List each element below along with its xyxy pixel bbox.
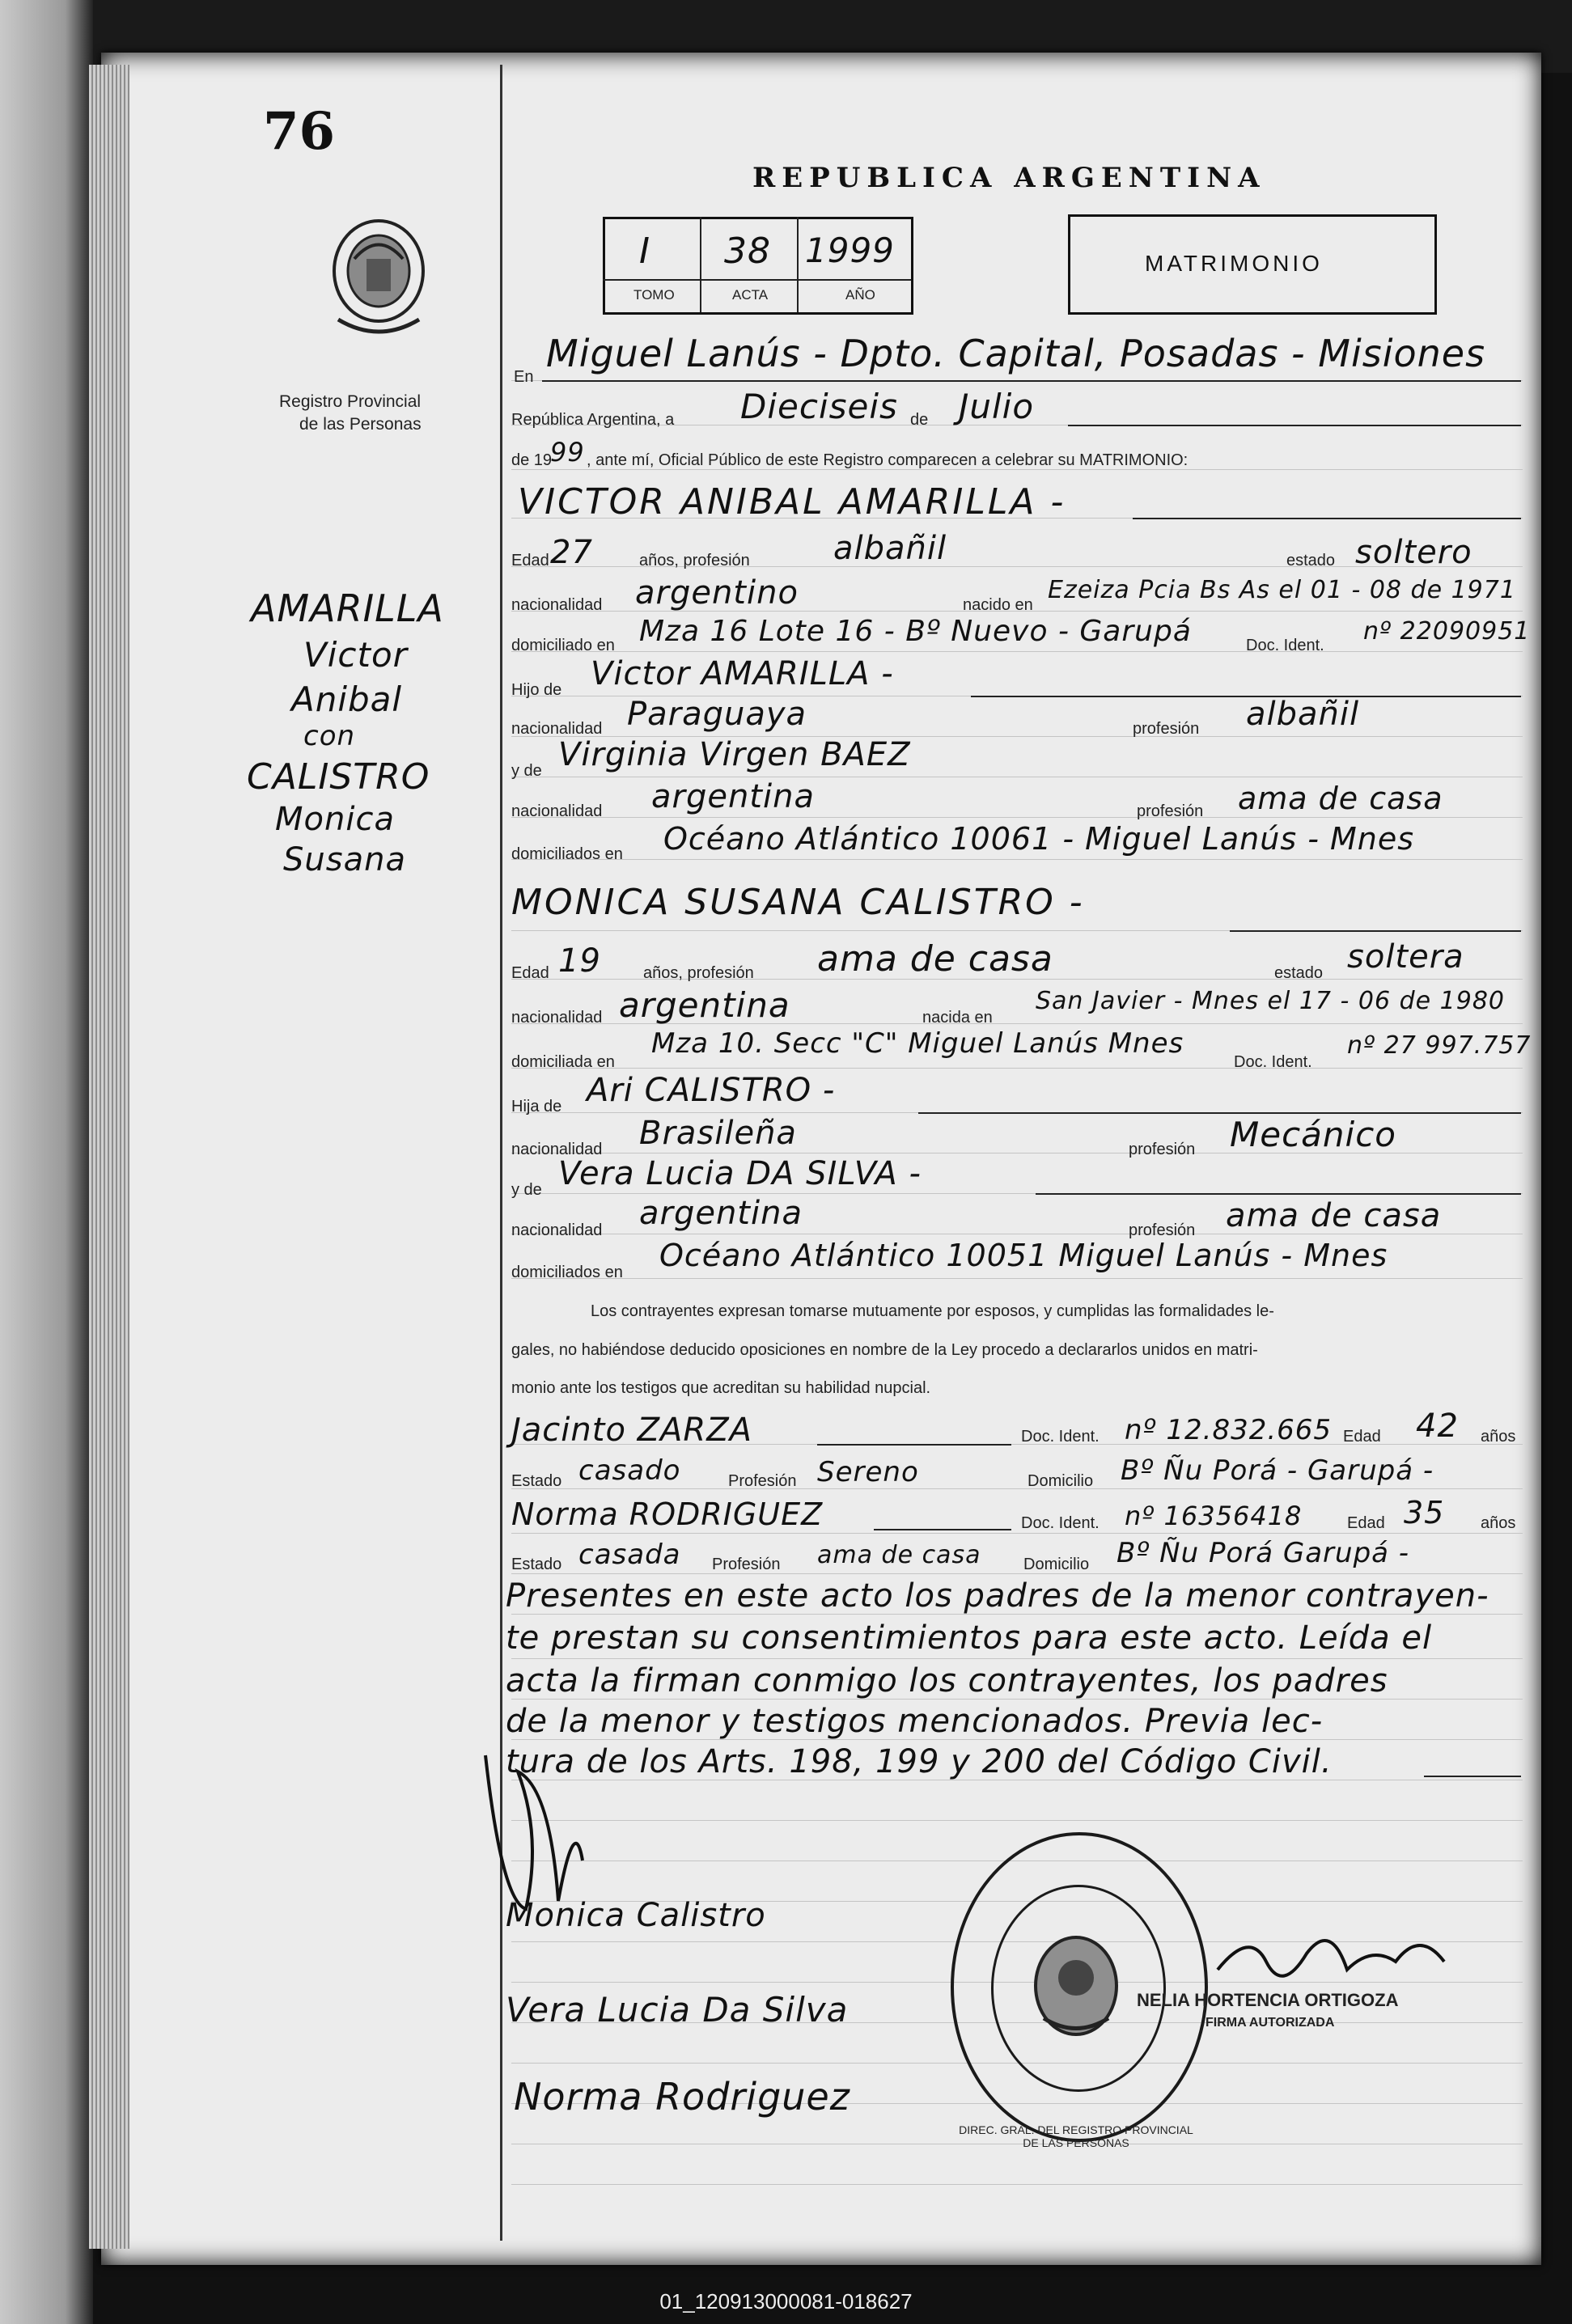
page-number: 76	[263, 101, 336, 162]
year-suffix: 99	[550, 437, 585, 468]
groom-birth: Ezeiza Pcia Bs As el 01 - 08 de 1971	[1048, 576, 1516, 604]
bride-father-profession: Mecánico	[1230, 1115, 1396, 1154]
previous-page-edge	[0, 0, 93, 2324]
bride-mother-nat-label: nacionalidad	[511, 1221, 603, 1239]
groom-mother: Virginia Virgen BAEZ	[558, 736, 911, 773]
fill-line	[817, 1444, 1011, 1446]
scan-identifier: 01_120913000081-018627	[659, 2289, 913, 2313]
margin-note-line: Monica	[275, 801, 395, 838]
witness1-domicilio-label: Domicilio	[1028, 1472, 1094, 1490]
box-divider	[797, 217, 799, 312]
month-value: Julio	[959, 387, 1035, 426]
ano-value: 1999	[805, 231, 895, 270]
margin-note-line: Victor	[303, 635, 408, 675]
margin-note-line: con	[303, 720, 356, 752]
bride-father: Ari CALISTRO -	[587, 1072, 836, 1109]
groom-estado-label: estado	[1286, 552, 1336, 569]
bride-address: Mza 10. Secc "C" Miguel Lanús Mnes	[651, 1027, 1184, 1060]
groom-mother-profession: ama de casa	[1238, 781, 1443, 816]
bride-parents-addr-label: domiciliados en	[511, 1264, 623, 1281]
groom-parents-addr-label: domiciliados en	[511, 845, 623, 863]
fill-line	[1424, 1776, 1521, 1777]
witness1-civil-status: casado	[578, 1454, 681, 1487]
bride-name: MONICA SUSANA CALISTRO -	[511, 882, 1085, 923]
closing-line: tura de los Arts. 198, 199 y 200 del Código Civil.	[506, 1743, 1333, 1780]
bride-father-nat-label: nacionalidad	[511, 1141, 603, 1158]
declaration-line3: monio ante los testigos que acreditan su habilidad nupcial.	[511, 1379, 931, 1397]
signature-monica: Monica Calistro	[506, 1897, 766, 1934]
witness2-age: 35	[1404, 1495, 1445, 1530]
groom-name: VICTOR ANIBAL AMARILLA -	[518, 481, 1066, 523]
fill-line	[1068, 425, 1521, 426]
bride-estado-label: estado	[1274, 964, 1324, 982]
coat-of-arms-icon	[322, 214, 435, 376]
witness1-doc: nº 12.832.665	[1125, 1414, 1333, 1446]
witness2-edad-label: Edad	[1347, 1514, 1385, 1532]
label-republica: República Argentina, a	[511, 411, 675, 429]
bride-profession: ama de casa	[817, 938, 1053, 980]
tomo-label: TOMO	[633, 287, 675, 303]
groom-father-profession: albañil	[1246, 696, 1360, 733]
groom-address: Mza 16 Lote 16 - Bº Nuevo - Garupá	[639, 615, 1192, 648]
groom-father-prof-label: profesión	[1133, 720, 1200, 738]
box-divider	[603, 279, 911, 281]
groom-mother-label: y de	[511, 762, 542, 780]
seal-text: DIREC. GRAL. DEL REGISTRO PROVINCIAL DE LAS PERSONAS	[959, 2123, 1193, 2149]
declaration-line2: gales, no habiéndose deducido oposiciones en nombre de la Ley procedo a declararlos unidos en matri-	[511, 1341, 1258, 1359]
bride-mother-nationality: argentina	[639, 1195, 803, 1232]
signature-vera: Vera Lucia Da Silva	[506, 1990, 849, 2030]
fill-line	[1230, 930, 1521, 932]
groom-nacido-label: nacido en	[963, 596, 1033, 614]
box-divider	[700, 217, 701, 312]
bride-edad-label: Edad	[511, 964, 549, 982]
bride-father-prof-label: profesión	[1129, 1141, 1196, 1158]
bride-father-nationality: Brasileña	[639, 1115, 797, 1152]
witness1-profession: Sereno	[817, 1456, 919, 1488]
witness1-name: Jacinto ZARZA	[511, 1412, 752, 1449]
label-en: En	[514, 368, 534, 386]
bride-father-label: Hija de	[511, 1098, 562, 1115]
bride-doc: nº 27 997.757	[1347, 1031, 1532, 1060]
witness2-profession: ama de casa	[817, 1541, 981, 1569]
record-type: MATRIMONIO	[1145, 251, 1323, 276]
groom-parents-address: Océano Atlántico 10061 - Miguel Lanús - Mnes	[663, 821, 1415, 857]
bride-birth: San Javier - Mnes el 17 - 06 de 1980	[1036, 987, 1505, 1015]
seal-emblem-icon	[1023, 1929, 1129, 2042]
margin-note-line: CALISTRO	[247, 756, 430, 798]
closing-line: acta la firman conmigo los contrayentes, los padres	[506, 1662, 1388, 1700]
groom-father: Victor AMARILLA -	[591, 655, 894, 692]
witness2-civil-status: casada	[578, 1539, 681, 1571]
fill-line	[1036, 1193, 1521, 1195]
witness1-age: 42	[1416, 1408, 1459, 1445]
bride-parents-address: Océano Atlántico 10051 Miguel Lanús - Mnes	[659, 1238, 1388, 1273]
bride-mother: Vera Lucia DA SILVA -	[558, 1155, 922, 1192]
fill-line	[918, 1112, 1521, 1114]
witness2-name: Norma RODRIGUEZ	[511, 1496, 824, 1532]
groom-father-nat-label: nacionalidad	[511, 720, 603, 738]
bride-age: 19	[558, 942, 601, 980]
witness2-anos-label: años	[1481, 1514, 1516, 1532]
witness1-address: Bº Ñu Porá - Garupá -	[1121, 1454, 1434, 1487]
margin-note-line: Susana	[283, 841, 406, 878]
declaration-line1: Los contrayentes expresan tomarse mutuamente por esposos, y cumplidas las formalidades le-	[591, 1302, 1274, 1320]
groom-mother-nationality: argentina	[651, 778, 815, 815]
groom-edad-label: Edad	[511, 552, 549, 569]
bride-nacida-label: nacida en	[922, 1009, 993, 1027]
margin-note-line: Anibal	[291, 679, 403, 719]
officer-role-stamp: FIRMA AUTORIZADA	[1205, 2016, 1335, 2030]
witness1-profesion-label: Profesión	[728, 1472, 797, 1490]
fill-line	[874, 1529, 1011, 1530]
bride-anos-profesion-label: años, profesión	[643, 964, 754, 982]
groom-profession: albañil	[833, 530, 947, 567]
ano-label: AÑO	[845, 287, 875, 303]
groom-anos-profesion-label: años, profesión	[639, 552, 750, 569]
groom-nacionalidad-label: nacionalidad	[511, 596, 603, 614]
place-value: Miguel Lanús - Dpto. Capital, Posadas - Misiones	[546, 332, 1486, 375]
witness2-profesion-label: Profesión	[712, 1556, 781, 1573]
groom-doc-label: Doc. Ident.	[1246, 637, 1324, 654]
witness2-domicilio-label: Domicilio	[1023, 1556, 1090, 1573]
groom-civil-status: soltero	[1355, 534, 1472, 571]
bride-nationality: argentina	[619, 985, 790, 1025]
witness2-doc-label: Doc. Ident.	[1021, 1514, 1100, 1532]
margin-note-line: AMARILLA	[251, 586, 444, 630]
margin-column	[129, 53, 500, 2265]
witness1-estado-label: Estado	[511, 1472, 562, 1490]
bride-mother-prof-label: profesión	[1129, 1221, 1196, 1239]
registry-label-line2: de las Personas	[299, 415, 422, 434]
signature-norma: Norma Rodriguez	[514, 2075, 850, 2119]
groom-age: 27	[550, 534, 593, 571]
intro-tail: , ante mí, Oficial Público de este Registro comparecen a celebrar su MATRIMONIO:	[587, 451, 1189, 469]
groom-doc: nº 22090951	[1363, 617, 1531, 646]
closing-line: de la menor y testigos mencionados. Previa lec-	[506, 1703, 1324, 1740]
groom-father-nationality: Paraguaya	[627, 696, 807, 733]
groom-mother-prof-label: profesión	[1137, 802, 1204, 820]
witness2-doc: nº 16356418	[1125, 1501, 1303, 1531]
day-value: Dieciseis	[740, 387, 898, 426]
witness1-edad-label: Edad	[1343, 1428, 1381, 1446]
witness1-doc-label: Doc. Ident.	[1021, 1428, 1100, 1446]
bride-doc-label: Doc. Ident.	[1234, 1053, 1312, 1071]
closing-line: te prestan su consentimientos para este acto. Leída el	[506, 1619, 1433, 1657]
witness2-address: Bº Ñu Porá Garupá -	[1117, 1537, 1410, 1569]
acta-label: ACTA	[732, 287, 769, 303]
fill-line	[1133, 518, 1521, 519]
bride-mother-profession: ama de casa	[1226, 1197, 1442, 1234]
page-stack-edge	[89, 65, 129, 2249]
acta-value: 38	[724, 231, 771, 272]
bride-mother-label: y de	[511, 1181, 542, 1199]
groom-mother-nat-label: nacionalidad	[511, 802, 603, 820]
label-year-prefix: de 19	[511, 451, 553, 469]
fill-line	[542, 380, 1521, 382]
closing-line: Presentes en este acto los padres de la menor contrayen-	[506, 1577, 1489, 1615]
groom-nationality: argentino	[635, 574, 799, 612]
groom-domiciliado-label: domiciliado en	[511, 637, 615, 654]
registry-label-line1: Registro Provincial	[279, 392, 422, 411]
tomo-value: I	[639, 231, 650, 272]
groom-father-label: Hijo de	[511, 681, 562, 699]
officer-name-stamp: NELIA HORTENCIA ORTIGOZA	[1137, 1990, 1399, 2010]
label-de: de	[910, 411, 929, 429]
witness1-anos-label: años	[1481, 1428, 1516, 1446]
bride-nacionalidad-label: nacionalidad	[511, 1009, 603, 1027]
bride-civil-status: soltera	[1347, 938, 1464, 976]
bride-domiciliada-label: domiciliada en	[511, 1053, 615, 1071]
country-heading: REPUBLICA ARGENTINA	[752, 162, 1266, 194]
witness2-estado-label: Estado	[511, 1556, 562, 1573]
